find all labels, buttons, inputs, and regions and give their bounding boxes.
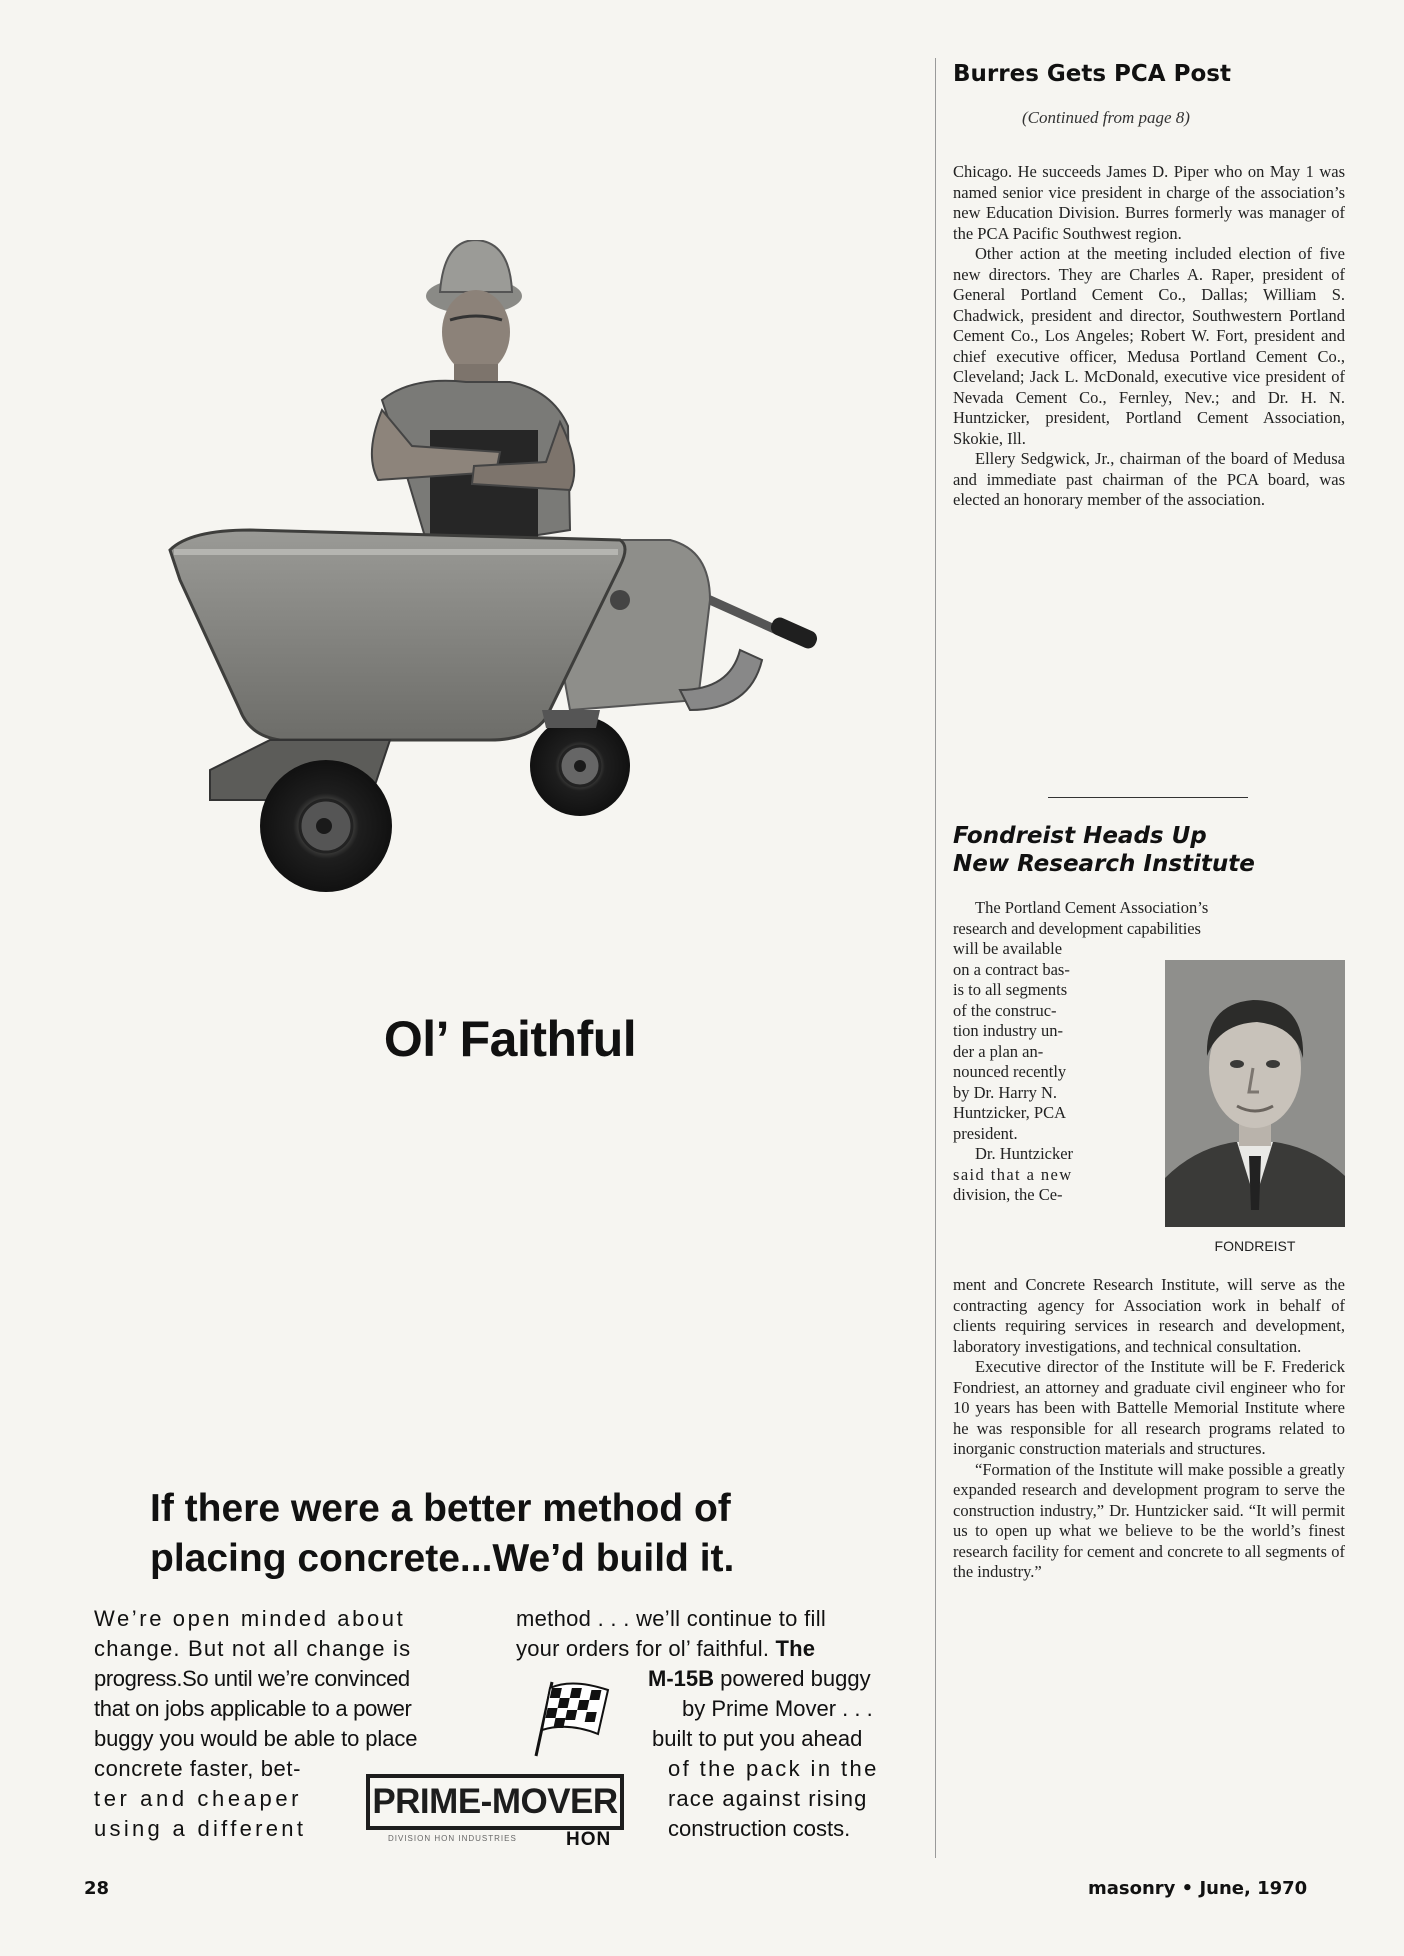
ad-copy-bold: The [769,1636,816,1661]
ad-copy-line: by Prime Mover . . . [682,1696,873,1721]
ad-copy-line: We’re open minded about [94,1606,406,1631]
wrapped-line: division, the Ce- [953,1185,1063,1204]
wrapped-line: der a plan an- [953,1041,1044,1061]
wrapped-line: of the construc- [953,1000,1057,1020]
wrapped-line: president. [953,1123,1018,1143]
ad-copy-line: using a different [94,1816,307,1841]
ad-copy-line [648,1664,871,1694]
article-2-body [953,1275,1345,1583]
ad-copy-line: method . . . we’ll continue to fill [516,1606,827,1631]
publication-line: masonry • June, 1970 [1088,1878,1308,1899]
ad-copy-line: progress.So until we’re convinced [94,1666,410,1691]
paragraph: “Formation of the Institute will make possible a greatly expanded research and development program to serve the construction industry,” Dr. Huntzicker said. “It will permit us to open up what we believe to be the world’s finest research facility for cement and concrete to all segments of the industry.” [953,1459,1345,1581]
ad-copy-line: buggy you would be able to place [94,1726,418,1751]
article-2-title [953,822,1255,878]
wrapped-line: tion industry un- [953,1021,1063,1040]
hon-logo: HON [566,1829,612,1850]
wrapped-line: on a contract bas- [953,959,1070,979]
article-1-body [953,162,1345,511]
prime-mover-logo: PRIME-MOVER [366,1774,624,1830]
wrapped-line: will be available [953,939,1063,958]
fondreist-portrait [1165,960,1345,1227]
ad-copy-line [516,1634,815,1664]
ad-copy-line: that on jobs applicable to a power [94,1696,412,1721]
paragraph: Executive director of the Institute will be F. Frederick Fondriest, an attorney and graduate civil engineer who for 10 years has been with Battelle Memorial Institute where he was responsible for all research programs related to inorganic construction materials and structures. [953,1357,1345,1458]
section-divider [1048,797,1248,798]
ad-copy-line: of the pack in the [668,1756,879,1781]
portrait-caption: FONDREIST [1214,1238,1296,1254]
paragraph: ment and Concrete Research Institute, will serve as the contracting agency for Association work in behalf of clients requiring services in research and development, laboratory investigations, and technical consultation. [953,1275,1345,1356]
concrete-buggy-photo [150,240,870,1000]
page-number: 28 [84,1878,110,1899]
ad-copy-line: race against rising [668,1786,868,1811]
paragraph: Other action at the meeting included election of five new directors. They are Charles A. Raper, president of General Portland Cement Co., Dallas; William S. Chadwick, president and director, Southwestern Portland Cement Co., Los Angeles; Robert W. Fort, president and chief executive officer, Medusa Portland Cement Co., Cleveland; Jack L. McDonald, executive vice president of Nevada Cement Co., Fernley, Nev.; and Dr. H. N. Huntzicker, president, Portland Cement Association, Skokie, Ill. [953,244,1345,448]
checkered-flag-icon [528,1678,610,1758]
ad-copy-text: your orders for ol’ faithful. [516,1636,770,1661]
column-divider [935,58,936,1858]
intro-line: The Portland Cement Association’s [975,898,1209,917]
wrapped-line: nounced recently [953,1062,1067,1081]
ad-copy-line: change. But not all change is [94,1636,412,1661]
article-2-wrapped-text [953,939,1135,1206]
paragraph: Chicago. He succeeds James D. Piper who on May 1 was named senior vice president in charge of the association’s new Education Division. Burres formerly was manager of the PCA Pacific Southwest region. [953,162,1345,243]
ad-copy-line: concrete faster, bet- [94,1756,302,1781]
ad-copy-text: powered buggy [714,1666,871,1691]
article-1-title: Burres Gets PCA Post [953,61,1231,87]
ad-headline [150,1484,910,1584]
intro-line: research and development capabilities [953,918,1201,938]
logo-subtext: DIVISION HON INDUSTRIES [388,1834,517,1843]
ad-copy-line: construction costs. [668,1816,851,1841]
paragraph: Ellery Sedgwick, Jr., chairman of the board of Medusa and immediate past chairman of the PCA board, was elected an honorary member of the association. [953,449,1345,509]
continued-note: (Continued from page 8) [1022,108,1190,127]
wrapped-line: Huntzicker, PCA [953,1103,1066,1122]
ad-headline-line-2: placing concrete...We’d build it. [150,1537,735,1580]
ad-copy-line: built to put you ahead [652,1726,863,1751]
wrapped-line: is to all segments [953,980,1068,999]
article-2-intro [953,898,1345,939]
wrapped-line: said that a new [953,1164,1073,1184]
wrapped-line: by Dr. Harry N. [953,1082,1058,1102]
ad-title: Ol’ Faithful [383,1011,637,1067]
article-2-title-line-2: New Research Institute [953,851,1255,877]
ad-headline-line-1: If there were a better method of [150,1487,731,1530]
ad-copy-line: ter and cheaper [94,1786,303,1811]
wrapped-line: Dr. Huntzicker [975,1144,1074,1163]
model-name: M-15B [648,1666,715,1691]
article-2-title-line-1: Fondreist Heads Up [953,823,1207,849]
